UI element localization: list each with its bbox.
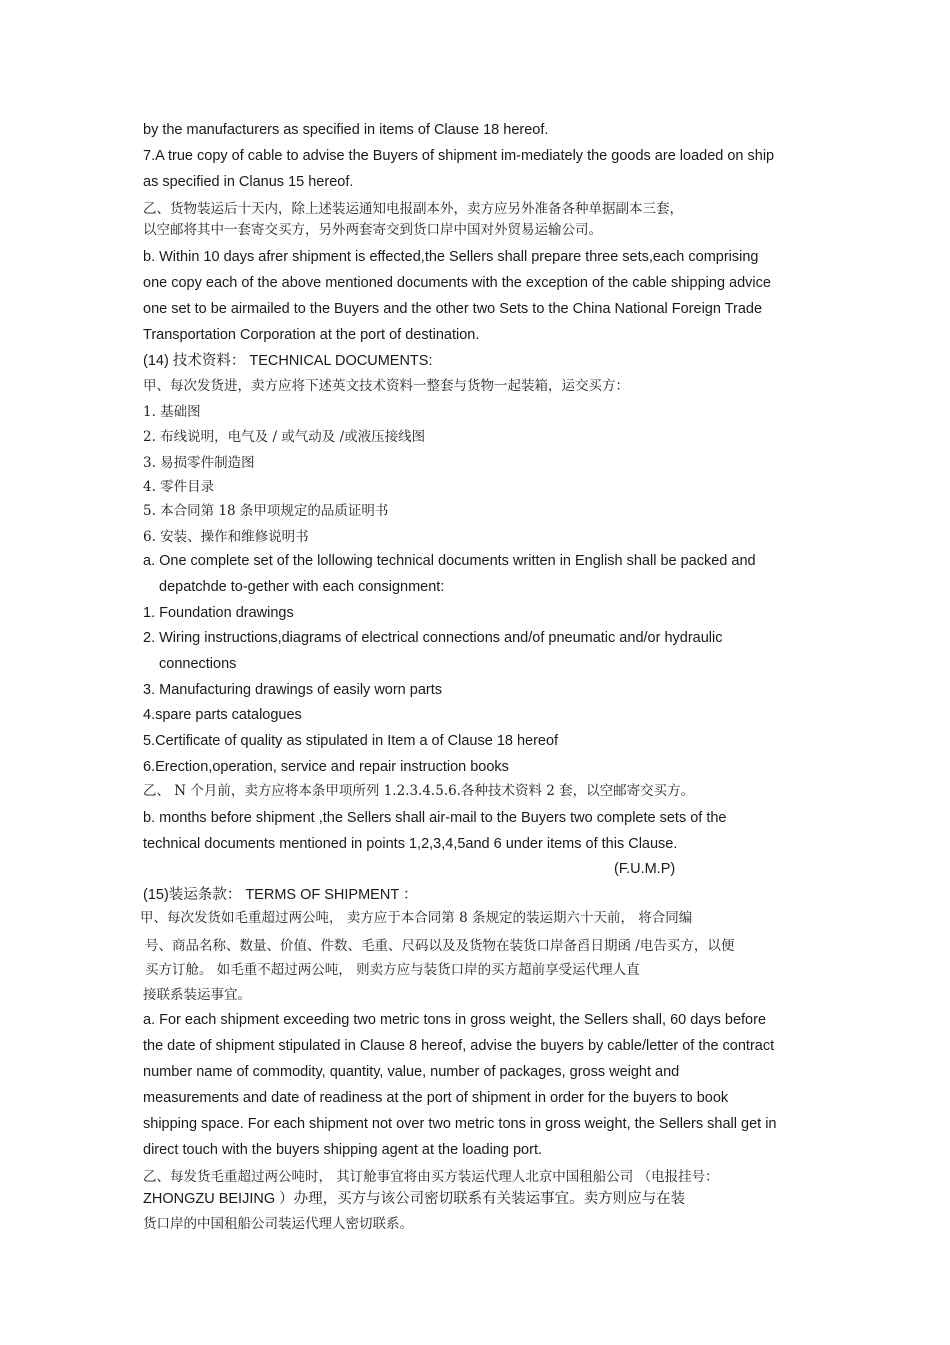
text-line: a. For each shipment exceeding two metric tons in gross weight, the Sellers shall, 60 days before bbox=[143, 1012, 767, 1028]
list-item: 3. 易损零件制造图 bbox=[143, 455, 255, 471]
text-line: depatchde to-gether with each consignment: bbox=[159, 579, 445, 595]
text-line: 以空邮将其中一套寄交买方，另外两套寄交到货口岸中国对外贸易运输公司。 bbox=[143, 222, 602, 238]
text-line: technical documents mentioned in points 1,2,3,4,5and 6 under items of this Clause. bbox=[143, 836, 678, 852]
list-item: 4.spare parts catalogues bbox=[143, 707, 302, 723]
text-line: 号、商品名称、数量、价值、件数、毛重、尺码以及及货物在装货口岸备舀日期函 /电告买方，以便 bbox=[145, 938, 735, 954]
text-line: 货口岸的中国租船公司装运代理人密切联系。 bbox=[143, 1216, 413, 1232]
text-line: Transportation Corporation at the port of destination. bbox=[143, 327, 480, 343]
text-line: one set to be airmailed to the Buyers and the other two Sets to the China National Foreign Trade bbox=[143, 301, 763, 317]
text-line: measurements and date of readiness at the port of shipment in order for the buyers to book bbox=[143, 1090, 729, 1106]
text-line: b. Within 10 days afrer shipment is effected,the Sellers shall prepare three sets,each comprising bbox=[143, 249, 759, 265]
text-line: 甲、每次发货如毛重超过两公吨， 卖方应于本合同第 8 条规定的装运期六十天前， 将合同编 bbox=[140, 910, 693, 926]
section-heading: (14) 技术资料： TECHNICAL DOCUMENTS: bbox=[143, 353, 433, 369]
text-line: 7.A true copy of cable to advise the Buyers of shipment im-mediately the goods are loaded on ship bbox=[143, 148, 775, 164]
list-item: 1. Foundation drawings bbox=[143, 605, 294, 621]
text-line: 接联系装运事宜。 bbox=[143, 987, 251, 1003]
text-line: 买方订舱。 如毛重不超过两公吨， 则卖方应与装货口岸的买方超前享受运代理人直 bbox=[145, 962, 640, 978]
list-item: 2. 布线说明，电气及 / 或气动及 /或液压接线图 bbox=[143, 429, 426, 445]
text-line: one copy each of the above mentioned documents with the exception of the cable shipping advice bbox=[143, 275, 771, 291]
text-line: the date of shipment stipulated in Clause 8 hereof, advise the buyers by cable/letter of the contract bbox=[143, 1038, 775, 1054]
text-line: by the manufacturers as specified in items of Clause 18 hereof. bbox=[143, 122, 549, 138]
text-line: direct touch with the buyers shipping agent at the loading port. bbox=[143, 1142, 543, 1158]
list-item: 1. 基础图 bbox=[143, 404, 201, 420]
list-item: 3. Manufacturing drawings of easily worn parts bbox=[143, 682, 443, 698]
text-line: as specified in Clanus 15 hereof. bbox=[143, 174, 354, 190]
text-line: a. One complete set of the lollowing technical documents written in English shall be packed and bbox=[143, 553, 756, 569]
text-line: ZHONGZU BEIJING ）办理，买方与该公司密切联系有关装运事宜。卖方则应与在装 bbox=[143, 1191, 686, 1207]
text-line: 甲、每次发货进，卖方应将下述英文技术资料一整套与货物一起装箱，运交买方： bbox=[143, 378, 629, 394]
list-item: 5. 本合同第 18 条甲项规定的品质证明书 bbox=[143, 503, 389, 519]
text-line: b. months before shipment ,the Sellers shall air-mail to the Buyers two complete sets of the bbox=[143, 810, 727, 826]
text-line: (F.U.M.P) bbox=[614, 861, 676, 877]
list-item: 2. Wiring instructions,diagrams of electrical connections and/of pneumatic and/or hydraulic bbox=[143, 630, 723, 646]
section-heading: (15)装运条款： TERMS OF SHIPMENT ： bbox=[143, 887, 418, 903]
list-item: 6. 安装、操作和维修说明书 bbox=[143, 529, 309, 545]
list-item: 6.Erection,operation, service and repair instruction books bbox=[143, 759, 509, 775]
text-line: connections bbox=[159, 656, 237, 672]
text-line: 乙、货物装运后十天内，除上述装运通知电报副本外，卖方应另外准备各种单据副本三套， bbox=[143, 201, 683, 217]
text-line: 乙、每发货毛重超过两公吨时， 其订舱事宜将由买方装运代理人北京中国租船公司 （电报挂号： bbox=[143, 1169, 719, 1185]
list-item: 5.Certificate of quality as stipulated in Item a of Clause 18 hereof bbox=[143, 733, 559, 749]
text-line: 乙、 N 个月前，卖方应将本条甲项所列 1.2.3.4.5.6.各种技术资料 2 套，以空邮寄交买方。 bbox=[143, 783, 695, 799]
list-item: 4. 零件目录 bbox=[143, 479, 215, 495]
text-line: number name of commodity, quantity, value, number of packages, gross weight and bbox=[143, 1064, 680, 1080]
text-line: shipping space. For each shipment not over two metric tons in gross weight, the Sellers shall get in bbox=[143, 1116, 777, 1132]
